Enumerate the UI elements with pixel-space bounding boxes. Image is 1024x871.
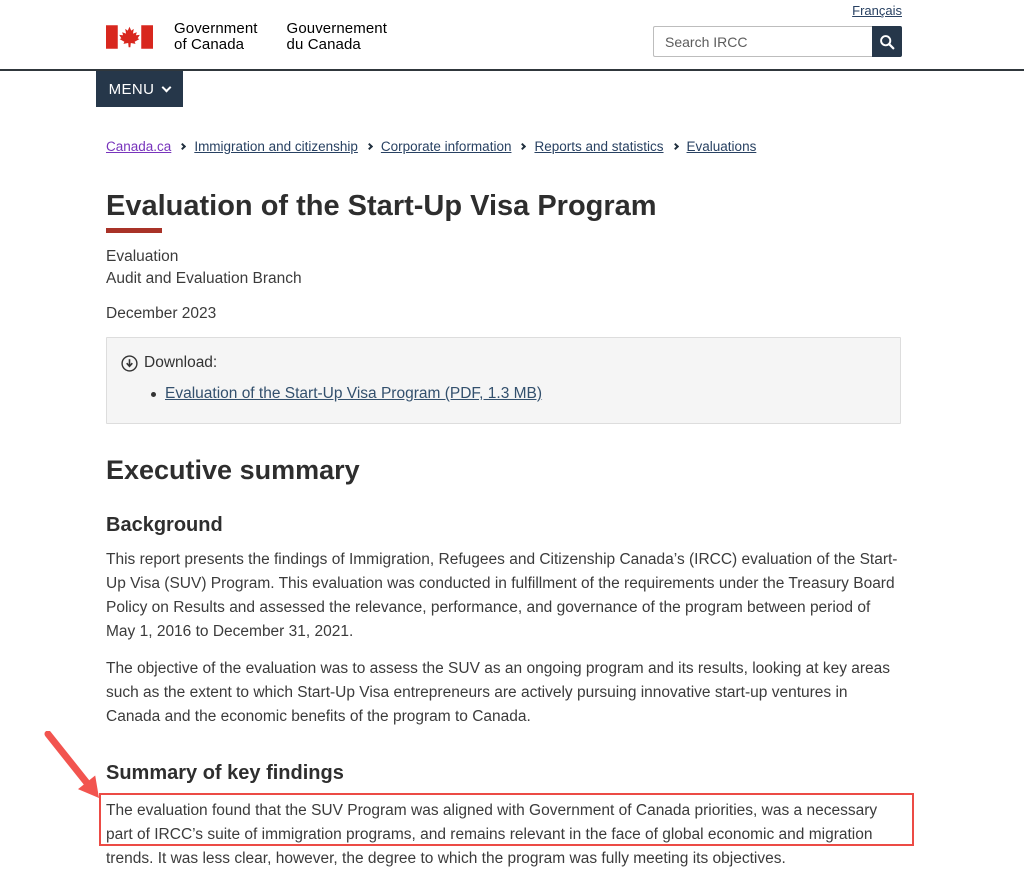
breadcrumb-separator-icon [179, 143, 186, 150]
menu-button[interactable] [96, 71, 183, 107]
breadcrumb-link-corporate-information[interactable]: Corporate information [380, 139, 512, 154]
key-findings-heading: Summary of key findings [106, 762, 344, 784]
menu-bar [0, 71, 1024, 124]
breadcrumb-link-canada-ca[interactable]: Canada.ca [106, 139, 172, 154]
signature-en-line1: Government [174, 20, 258, 37]
download-box [106, 337, 901, 424]
breadcrumb-separator-icon [366, 143, 373, 150]
key-findings-section [106, 799, 901, 871]
executive-summary-heading: Executive summary [106, 455, 360, 485]
background-paragraph-1: This report presents the findings of Immigration, Refugees and Citizenship Canada’s (IRCC) evaluation of the Start-Up Visa (SUV) Program. This evaluation was conducted in fulfillment of the requirements under the Treasury Board Policy on Results and assessed the relevance, performance, and governance of the program between period of May 1, 2016 to December 31, 2021. [106, 551, 898, 640]
government-of-canada-signature [106, 21, 416, 53]
chevron-down-icon [162, 82, 172, 92]
breadcrumb-link-immigration[interactable]: Immigration and citizenship [194, 139, 358, 154]
search-button[interactable] [872, 26, 902, 57]
annotation-arrow-icon [42, 731, 112, 806]
page-title: Evaluation of the Start-Up Visa Program [106, 190, 657, 222]
key-findings-paragraph: The evaluation found that the SUV Program was aligned with Government of Canada priorities, was a necessary part of IRCC’s suite of immigration programs, and remains relevant in the face of global economic and migration trends. It was less clear, however, the degree to which the program was fully meeting its objectives. [106, 802, 878, 867]
download-label: Download: [144, 354, 218, 371]
bullet-icon [151, 392, 156, 397]
search-input[interactable] [653, 26, 872, 57]
signature-english [174, 21, 258, 53]
download-pdf-link[interactable]: Evaluation of the Start-Up Visa Program (PDF, 1.3 MB) [165, 385, 543, 402]
signature-fr-line1: Gouvernement [286, 20, 387, 37]
download-icon [121, 355, 138, 372]
signature-french [287, 21, 387, 53]
download-list-item [151, 385, 886, 403]
main-content [0, 191, 1024, 871]
document-type: Evaluation [106, 248, 179, 265]
site-search [653, 26, 902, 57]
document-byline [106, 246, 1024, 290]
signature-fr-line2: du Canada [286, 36, 361, 53]
site-header [0, 0, 1024, 71]
document-date: December 2023 [106, 305, 217, 322]
breadcrumb-separator-icon [519, 143, 526, 150]
search-icon [879, 34, 895, 50]
menu-button-label: MENU [108, 80, 155, 98]
breadcrumb-separator-icon [671, 143, 678, 150]
language-toggle-link[interactable]: Français [852, 3, 902, 18]
background-heading: Background [106, 514, 223, 536]
background-paragraph-2: The objective of the evaluation was to assess the SUV as an ongoing program and its results, looking at key areas such as the extent to which Start-Up Visa entrepreneurs are actively pursuing innovative start-up ventures in Canada and the economic benefits of the program to Canada. [106, 660, 891, 725]
canada-flag-icon [106, 25, 153, 49]
breadcrumb-link-evaluations[interactable]: Evaluations [686, 139, 757, 154]
signature-en-line2: of Canada [174, 36, 245, 53]
document-branch: Audit and Evaluation Branch [106, 270, 302, 287]
breadcrumb-link-reports-statistics[interactable]: Reports and statistics [534, 139, 664, 154]
breadcrumb [106, 139, 1024, 154]
header-divider [0, 69, 1024, 71]
title-red-underline [106, 228, 162, 233]
